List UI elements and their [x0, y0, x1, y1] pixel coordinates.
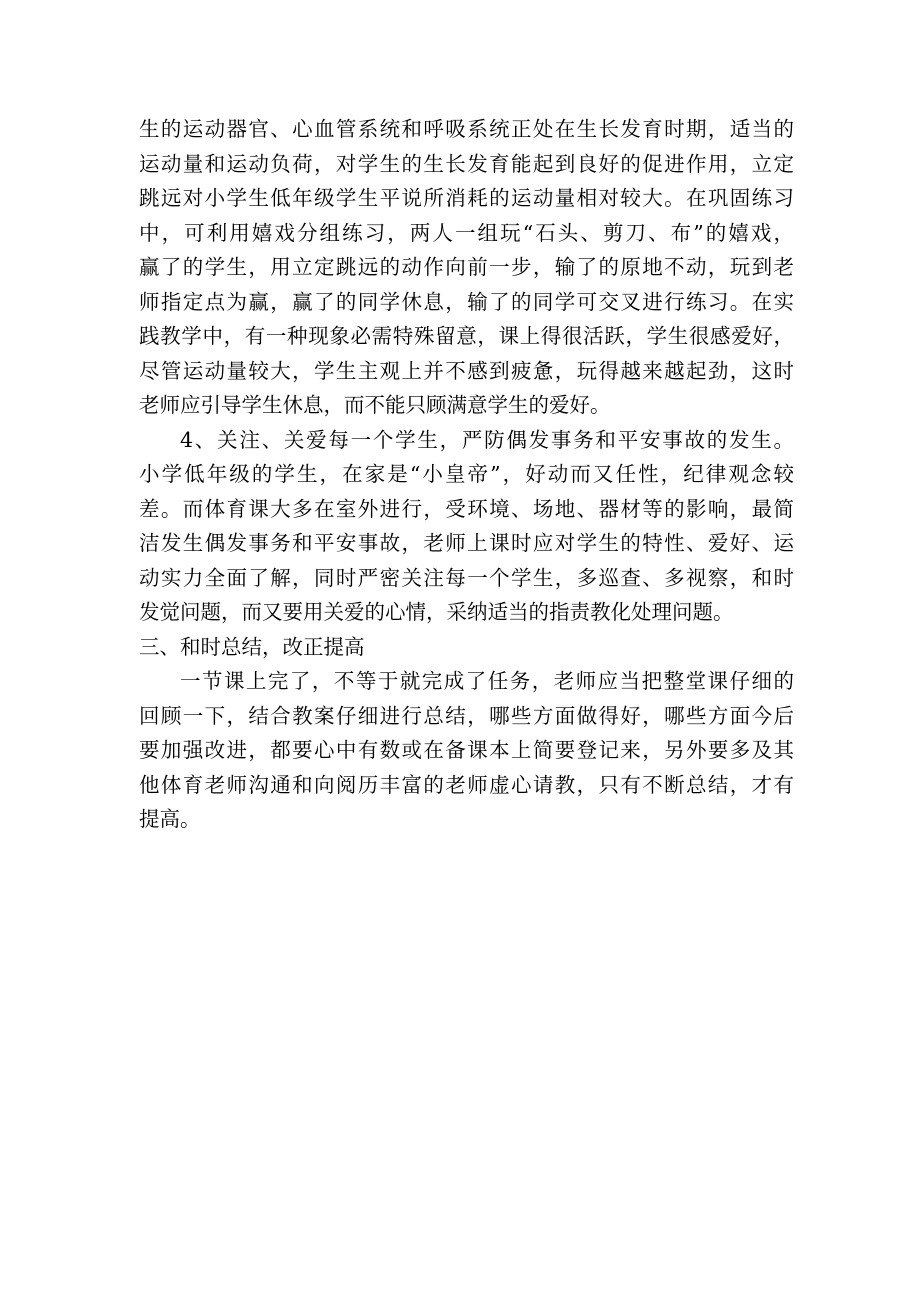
paragraph-1 — [139, 112, 794, 423]
text-line: 老师应引导学生休息，而不能只顾满意学生的爱好。 — [139, 393, 611, 417]
text-line: 他体育老师沟通和向阅历丰富的老师虚心请教，只有不断总结，才有 — [139, 772, 794, 797]
text-line: 小学低年级的学生，在家是“小皇帝”，好动而又任性，纪律观念较 — [139, 462, 794, 486]
text-line: 一节课上完了，不等于就完成了任务，老师应当把整堂课仔细的 — [180, 669, 794, 693]
text-line: 回顾一下，结合教案仔细进行总结，哪些方面做得好，哪些方面今后 — [139, 703, 794, 728]
text-line: 师指定点为赢，赢了的同学休息，输了的同学可交叉进行练习。在实 — [139, 289, 794, 314]
document-body — [139, 112, 794, 837]
text-line: 尽管运动量较大，学生主观上并不感到疲惫，玩得越来越起劲，这时 — [139, 358, 794, 383]
paragraph-2 — [139, 423, 794, 630]
text-line: 差。而体育课大多在室外进行，受环境、场地、器材等的影响，最简 — [139, 496, 794, 521]
text-line: 洁发生偶发事务和平安事故，老师上课时应对学生的特性、爱好、运 — [139, 531, 794, 555]
text-line: 运动量和运动负荷，对学生的生长发育能起到良好的促进作用，立定 — [139, 151, 794, 176]
text-line: 跳远对小学生低年级学生平说所消耗的运动量相对较大。在巩固练习 — [139, 186, 794, 210]
text-line: 践教学中，有一种现象必需特殊留意，课上得很活跃，学生很感爱好， — [139, 324, 794, 348]
text-line: 动实力全面了解，同时严密关注每一个学生，多巡查、多视察，和时 — [139, 565, 794, 590]
text-line: 中，可利用嬉戏分组练习，两人一组玩“石头、剪刀、布”的嬉戏， — [139, 220, 794, 245]
text-line: 生的运动器官、心血管系统和呼吸系统正处在生长发育时期，适当的 — [139, 117, 794, 141]
section-heading: 三、和时总结，改正提高 — [139, 634, 365, 659]
text-line: 发觉问题，而又要用关爱的心情，采纳适当的指责教化处理问题。 — [139, 600, 734, 624]
text-line: 赢了的学生，用立定跳远的动作向前一步，输了的原地不动，玩到老 — [139, 255, 794, 279]
text-line: 提高。 — [139, 807, 201, 831]
paragraph-3 — [139, 664, 794, 837]
text-line: 4、关注、关爱每一个学生，严防偶发事务和平安事故的发生。 — [180, 427, 794, 452]
text-line: 要加强改进，都要心中有数或在备课本上简要登记来，另外要多及其 — [139, 738, 794, 762]
